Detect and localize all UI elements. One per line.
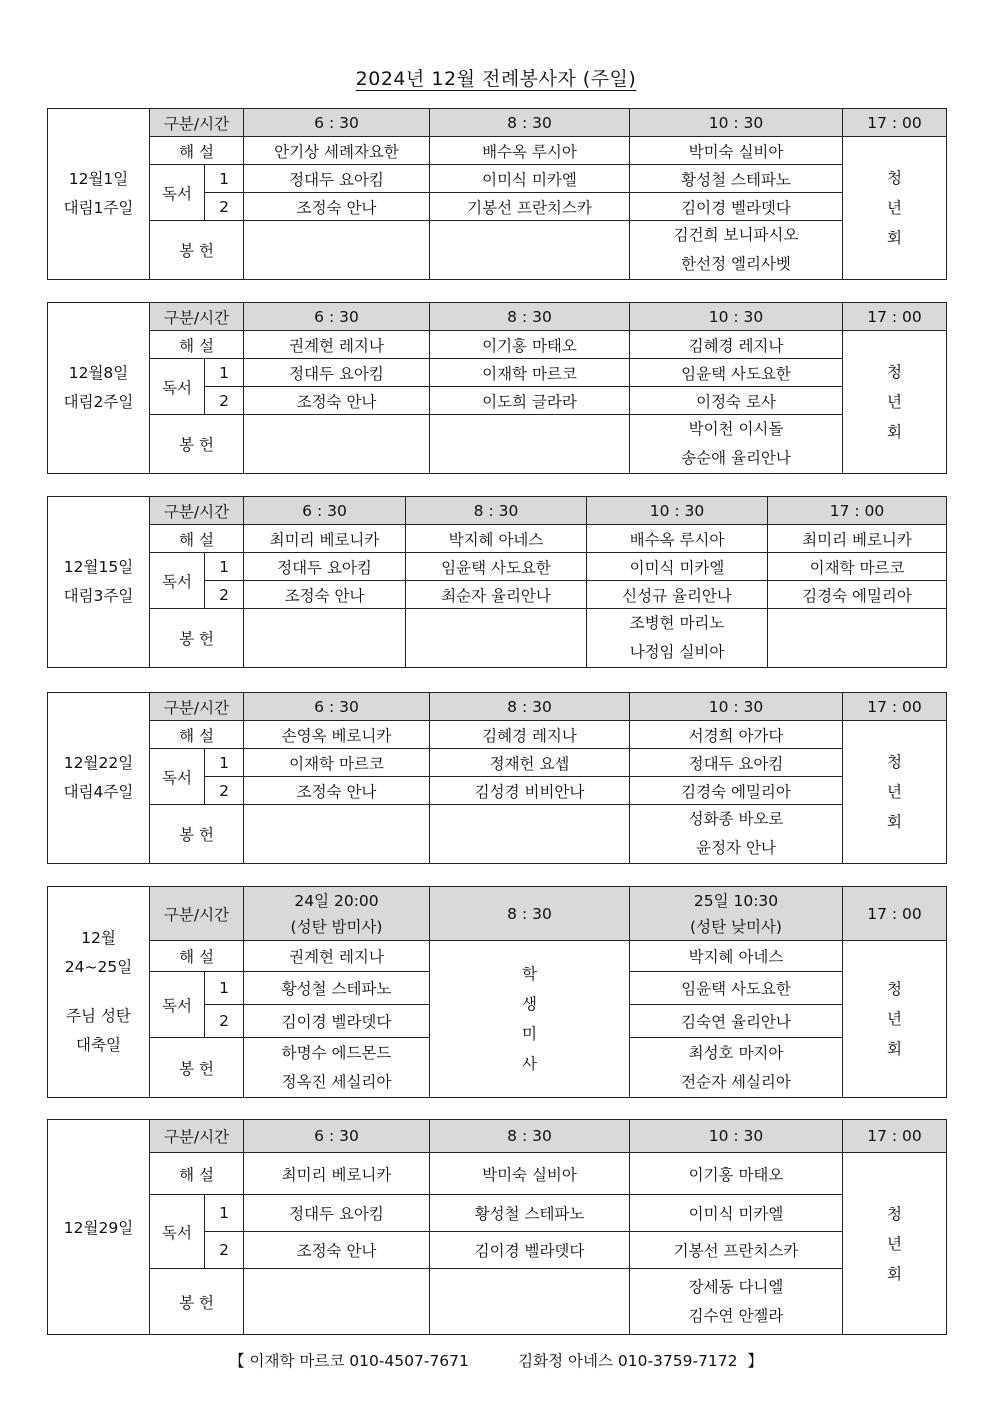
volunteer-cell: 정대두 요아킴 (630, 749, 843, 777)
volunteer-cell: 김경숙 에밀리아 (630, 777, 843, 805)
volunteer-cell (244, 415, 430, 474)
time-header: 8 : 30 (430, 693, 630, 721)
volunteer-cell: 김건희 보니파시오 한선정 엘리사벳 (630, 221, 843, 280)
volunteer-cell: 김이경 벨라뎃다 (244, 1005, 430, 1038)
category-time-header: 구분/시간 (150, 497, 244, 525)
volunteer-cell: 이기홍 마태오 (430, 331, 630, 359)
time-header: 8 : 30 (430, 887, 630, 941)
commentary-label: 해 설 (150, 137, 244, 165)
date-cell: 12월22일 대림4주일 (48, 693, 150, 864)
time-header: 17 : 00 (843, 303, 947, 331)
volunteer-cell: 임윤택 사도요한 (630, 972, 843, 1005)
offering-label: 봉 헌 (150, 221, 244, 280)
category-time-header: 구분/시간 (150, 1120, 244, 1153)
reading-label: 독서 (150, 359, 205, 415)
time-header: 10 : 30 (630, 109, 843, 137)
volunteer-cell: 최미리 베로니카 (244, 1153, 430, 1195)
time-header: 25일 10:30 (성탄 낮미사) (630, 887, 843, 941)
time-header: 10 : 30 (630, 693, 843, 721)
volunteer-cell: 조정숙 안나 (244, 1232, 430, 1269)
commentary-label: 해 설 (150, 721, 244, 749)
reading-number: 2 (205, 581, 244, 609)
volunteer-cell (430, 1269, 630, 1335)
schedule-table-week1 (47, 108, 947, 280)
volunteer-cell: 임윤택 사도요한 (630, 359, 843, 387)
category-time-header: 구분/시간 (150, 109, 244, 137)
volunteer-cell: 이재학 마르코 (430, 359, 630, 387)
document-title: 2024년 12월 전례봉사자 (주일) (355, 68, 637, 90)
volunteer-cell: 최순자 율리안나 (406, 581, 587, 609)
reading-number: 2 (205, 193, 244, 221)
commentary-label: 해 설 (150, 331, 244, 359)
date-cell: 12월15일 대림3주일 (48, 497, 150, 668)
reading-number: 1 (205, 749, 244, 777)
time-header: 6 : 30 (244, 693, 430, 721)
time-header: 8 : 30 (406, 497, 587, 525)
date-cell: 12월1일 대림1주일 (48, 109, 150, 280)
volunteer-cell: 조정숙 안나 (244, 777, 430, 805)
commentary-label: 해 설 (150, 1153, 244, 1195)
youth-group-cell: 청 년 회 (843, 941, 947, 1098)
volunteer-cell: 이미식 미카엘 (630, 1195, 843, 1232)
volunteer-cell: 최미리 베로니카 (768, 525, 947, 553)
volunteer-cell: 권계현 레지나 (244, 941, 430, 972)
volunteer-cell (244, 609, 406, 668)
volunteer-cell: 임윤택 사도요한 (406, 553, 587, 581)
reading-label: 독서 (150, 1195, 205, 1269)
time-header: 17 : 00 (843, 109, 947, 137)
volunteer-cell: 조정숙 안나 (244, 387, 430, 415)
volunteer-cell: 성화종 바오로 윤정자 안나 (630, 805, 843, 864)
date-cell: 12월29일 (48, 1120, 150, 1335)
date-cell: 12월 24~25일 주님 성탄 대축일 (48, 887, 150, 1098)
time-header: 8 : 30 (430, 1120, 630, 1153)
reading-number: 2 (205, 1005, 244, 1038)
time-header: 6 : 30 (244, 109, 430, 137)
volunteer-cell: 박지혜 아네스 (406, 525, 587, 553)
volunteer-cell: 이재학 마르코 (768, 553, 947, 581)
volunteer-cell: 김경숙 에밀리아 (768, 581, 947, 609)
volunteer-cell: 박지혜 아네스 (630, 941, 843, 972)
volunteer-cell: 이재학 마르코 (244, 749, 430, 777)
category-time-header: 구분/시간 (150, 303, 244, 331)
volunteer-cell (244, 221, 430, 280)
volunteer-cell (244, 1269, 430, 1335)
volunteer-cell: 서경희 아가다 (630, 721, 843, 749)
volunteer-cell (430, 415, 630, 474)
volunteer-cell: 김혜경 레지나 (630, 331, 843, 359)
time-header: 8 : 30 (430, 109, 630, 137)
time-header: 10 : 30 (630, 1120, 843, 1153)
volunteer-cell: 이도희 글라라 (430, 387, 630, 415)
reading-label: 독서 (150, 553, 205, 609)
volunteer-cell: 황성철 스테파노 (244, 972, 430, 1005)
volunteer-cell: 정대두 요아킴 (244, 359, 430, 387)
youth-group-cell: 청 년 회 (843, 1153, 947, 1335)
volunteer-cell: 박이천 이시돌 송순애 율리안나 (630, 415, 843, 474)
schedule-table-week2 (47, 302, 947, 474)
volunteer-cell: 정대두 요아킴 (244, 553, 406, 581)
volunteer-cell: 김숙연 율리안나 (630, 1005, 843, 1038)
reading-label: 독서 (150, 165, 205, 221)
volunteer-cell: 조정숙 안나 (244, 193, 430, 221)
offering-label: 봉 헌 (150, 609, 244, 668)
volunteer-cell: 최미리 베로니카 (244, 525, 406, 553)
volunteer-cell: 정재헌 요셉 (430, 749, 630, 777)
reading-label: 독서 (150, 749, 205, 805)
schedule-table-christmas (47, 886, 947, 1098)
volunteer-cell: 이미식 미카엘 (430, 165, 630, 193)
volunteer-cell: 김이경 벨라뎃다 (430, 1232, 630, 1269)
volunteer-cell (430, 221, 630, 280)
volunteer-cell (768, 609, 947, 668)
reading-number: 1 (205, 165, 244, 193)
volunteer-cell: 김혜경 레지나 (430, 721, 630, 749)
volunteer-cell: 김이경 벨라뎃다 (630, 193, 843, 221)
volunteer-cell: 안기상 세례자요한 (244, 137, 430, 165)
category-time-header: 구분/시간 (150, 887, 244, 941)
offering-label: 봉 헌 (150, 415, 244, 474)
volunteer-cell: 기봉선 프란치스카 (430, 193, 630, 221)
volunteer-cell: 기봉선 프란치스카 (630, 1232, 843, 1269)
schedule-table-dec29 (47, 1119, 947, 1335)
time-header: 10 : 30 (630, 303, 843, 331)
volunteer-cell: 황성철 스테파노 (430, 1195, 630, 1232)
volunteer-cell: 배수옥 루시아 (430, 137, 630, 165)
volunteer-cell: 하명수 에드몬드 정옥진 세실리아 (244, 1038, 430, 1098)
time-header: 8 : 30 (430, 303, 630, 331)
volunteer-cell (244, 805, 430, 864)
reading-label: 독서 (150, 972, 205, 1038)
volunteer-cell: 최성호 마지아 전순자 세실리아 (630, 1038, 843, 1098)
reading-number: 2 (205, 387, 244, 415)
time-header: 10 : 30 (587, 497, 768, 525)
volunteer-cell: 이미식 미카엘 (587, 553, 768, 581)
commentary-label: 해 설 (150, 941, 244, 972)
time-header: 17 : 00 (768, 497, 947, 525)
time-header: 24일 20:00 (성탄 밤미사) (244, 887, 430, 941)
volunteer-cell: 정대두 요아킴 (244, 1195, 430, 1232)
reading-number: 1 (205, 359, 244, 387)
volunteer-cell: 손영옥 베로니카 (244, 721, 430, 749)
volunteer-cell: 박미숙 실비아 (430, 1153, 630, 1195)
schedule-table-week3 (47, 496, 947, 668)
volunteer-cell: 정대두 요아킴 (244, 165, 430, 193)
offering-label: 봉 헌 (150, 805, 244, 864)
youth-group-cell: 청 년 회 (843, 137, 947, 280)
volunteer-cell: 이기홍 마태오 (630, 1153, 843, 1195)
commentary-label: 해 설 (150, 525, 244, 553)
youth-group-cell: 청 년 회 (843, 721, 947, 864)
reading-number: 1 (205, 1195, 244, 1232)
category-time-header: 구분/시간 (150, 693, 244, 721)
offering-label: 봉 헌 (150, 1038, 244, 1098)
volunteer-cell (406, 609, 587, 668)
volunteer-cell: 조병현 마리노 나정임 실비아 (587, 609, 768, 668)
student-mass-cell: 학 생 미 사 (430, 941, 630, 1098)
contact-footer: 【 이재학 마르코 010-4507-7671 김화정 아네스 010-3759-7172 】 (229, 1352, 763, 1370)
volunteer-cell: 이정숙 로사 (630, 387, 843, 415)
offering-label: 봉 헌 (150, 1269, 244, 1335)
reading-number: 1 (205, 553, 244, 581)
volunteer-cell: 배수옥 루시아 (587, 525, 768, 553)
volunteer-cell: 황성철 스테파노 (630, 165, 843, 193)
reading-number: 1 (205, 972, 244, 1005)
volunteer-cell: 조정숙 안나 (244, 581, 406, 609)
reading-number: 2 (205, 777, 244, 805)
volunteer-cell: 박미숙 실비아 (630, 137, 843, 165)
youth-group-cell: 청 년 회 (843, 331, 947, 474)
time-header: 6 : 30 (244, 303, 430, 331)
time-header: 6 : 30 (244, 497, 406, 525)
time-header: 6 : 30 (244, 1120, 430, 1153)
time-header: 17 : 00 (843, 887, 947, 941)
volunteer-cell: 장세동 다니엘 김수연 안젤라 (630, 1269, 843, 1335)
volunteer-cell (430, 805, 630, 864)
reading-number: 2 (205, 1232, 244, 1269)
volunteer-cell: 권계현 레지나 (244, 331, 430, 359)
schedule-table-week4 (47, 692, 947, 864)
time-header: 17 : 00 (843, 693, 947, 721)
volunteer-cell: 신성규 율리안나 (587, 581, 768, 609)
volunteer-cell: 김성경 비비안나 (430, 777, 630, 805)
time-header: 17 : 00 (843, 1120, 947, 1153)
date-cell: 12월8일 대림2주일 (48, 303, 150, 474)
